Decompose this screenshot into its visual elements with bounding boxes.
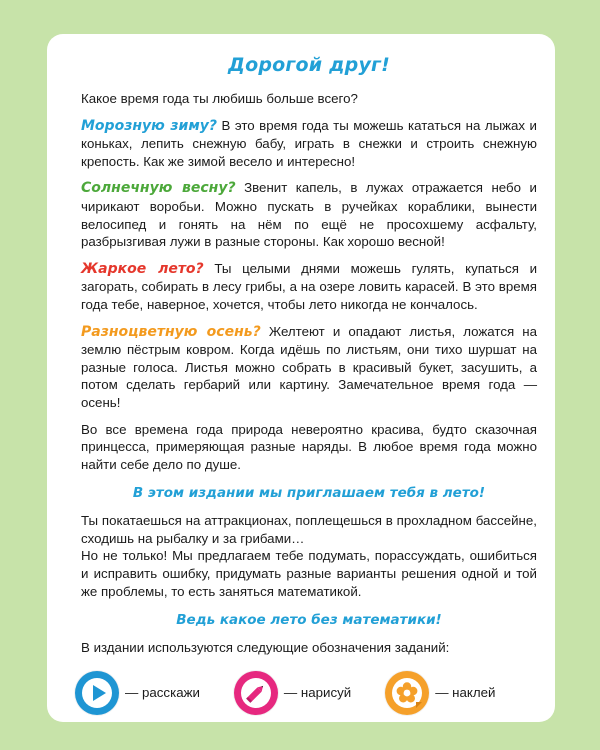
all-seasons-paragraph: Во все времена года природа невероятно красива, будто сказочная принцесса, примеряющая разные наряды. В любое время года можно найти себе дело по душе. bbox=[81, 421, 537, 472]
spring-text: Звенит капель, в лужах отражается небо и чирикают воробьи. Можно пускать в ручейках кораблики, вынести велосипед и гонять на нём по ещё не просохшему асфальту, разбрызгивая лужи в разные стороны. Как хорошо весной! bbox=[81, 180, 537, 250]
autumn-paragraph bbox=[81, 323, 537, 412]
legend-label-tell: — расскажи bbox=[125, 685, 200, 701]
page-title: Дорогой друг! bbox=[227, 54, 391, 76]
pencil-icon bbox=[234, 671, 278, 715]
summer-text: Ты целыми днями можешь гулять, купаться и загорать, собирать в лесу грибы, а на озере ловить карасей. В это время года тебе, наверное, хочется, чтобы лето никогда не кончалось. bbox=[81, 260, 538, 312]
legend-item-tell bbox=[75, 671, 200, 715]
spring-paragraph bbox=[81, 179, 537, 250]
legend-label-stick: — наклей bbox=[435, 685, 496, 701]
legend-item-stick bbox=[385, 671, 495, 715]
play-icon bbox=[75, 671, 119, 715]
flower-sticker-icon bbox=[385, 671, 429, 715]
autumn-text: Желтеют и опадают листья, ложатся на землю пёстрым ковром. Когда идёшь по листьям, они тихо шуршат на разные голоса. Листья можно собрать в красивый букет, засушить, а потом сделать гербарий или картину. Замечательное время года — осень! bbox=[81, 323, 537, 410]
legend-label-draw: — нарисуй bbox=[283, 685, 352, 701]
legend-intro: В издании используются следующие обозначения заданий: bbox=[81, 640, 450, 656]
intro-question: Какое время года ты любишь больше всего? bbox=[81, 91, 358, 106]
legend-item-draw bbox=[234, 671, 351, 715]
summer-paragraph bbox=[81, 260, 537, 314]
content-card bbox=[47, 34, 555, 722]
task-legend bbox=[75, 671, 537, 715]
autumn-lead: Разноцветную осень? bbox=[81, 323, 261, 340]
winter-paragraph bbox=[81, 117, 537, 171]
winter-lead: Морозную зиму? bbox=[81, 117, 218, 134]
math-heading: Ведь какое лето без математики! bbox=[176, 612, 442, 629]
winter-text: В это время года ты можешь кататься на лыжах и коньках, лепить снежную бабу, играть в снежки и строить снежную крепость. Как же зимой весело и интересно! bbox=[81, 117, 537, 169]
spring-lead: Солнечную весну? bbox=[81, 180, 236, 197]
invite-heading: В этом издании мы приглашаем тебя в лето! bbox=[132, 485, 486, 502]
summer-lead: Жаркое лето? bbox=[81, 260, 204, 277]
invite-paragraph-2: Но не только! Мы предлагаем тебе подумать, порассуждать, ошибиться и исправить ошибку, придумать разные варианты решения одной и той же проблемы, то есть заняться математикой. bbox=[81, 548, 537, 599]
invite-paragraph-1: Ты покатаешься на аттракционах, поплещешься в прохладном бассейне, сходишь на рыбалку и за грибами… bbox=[81, 513, 537, 546]
